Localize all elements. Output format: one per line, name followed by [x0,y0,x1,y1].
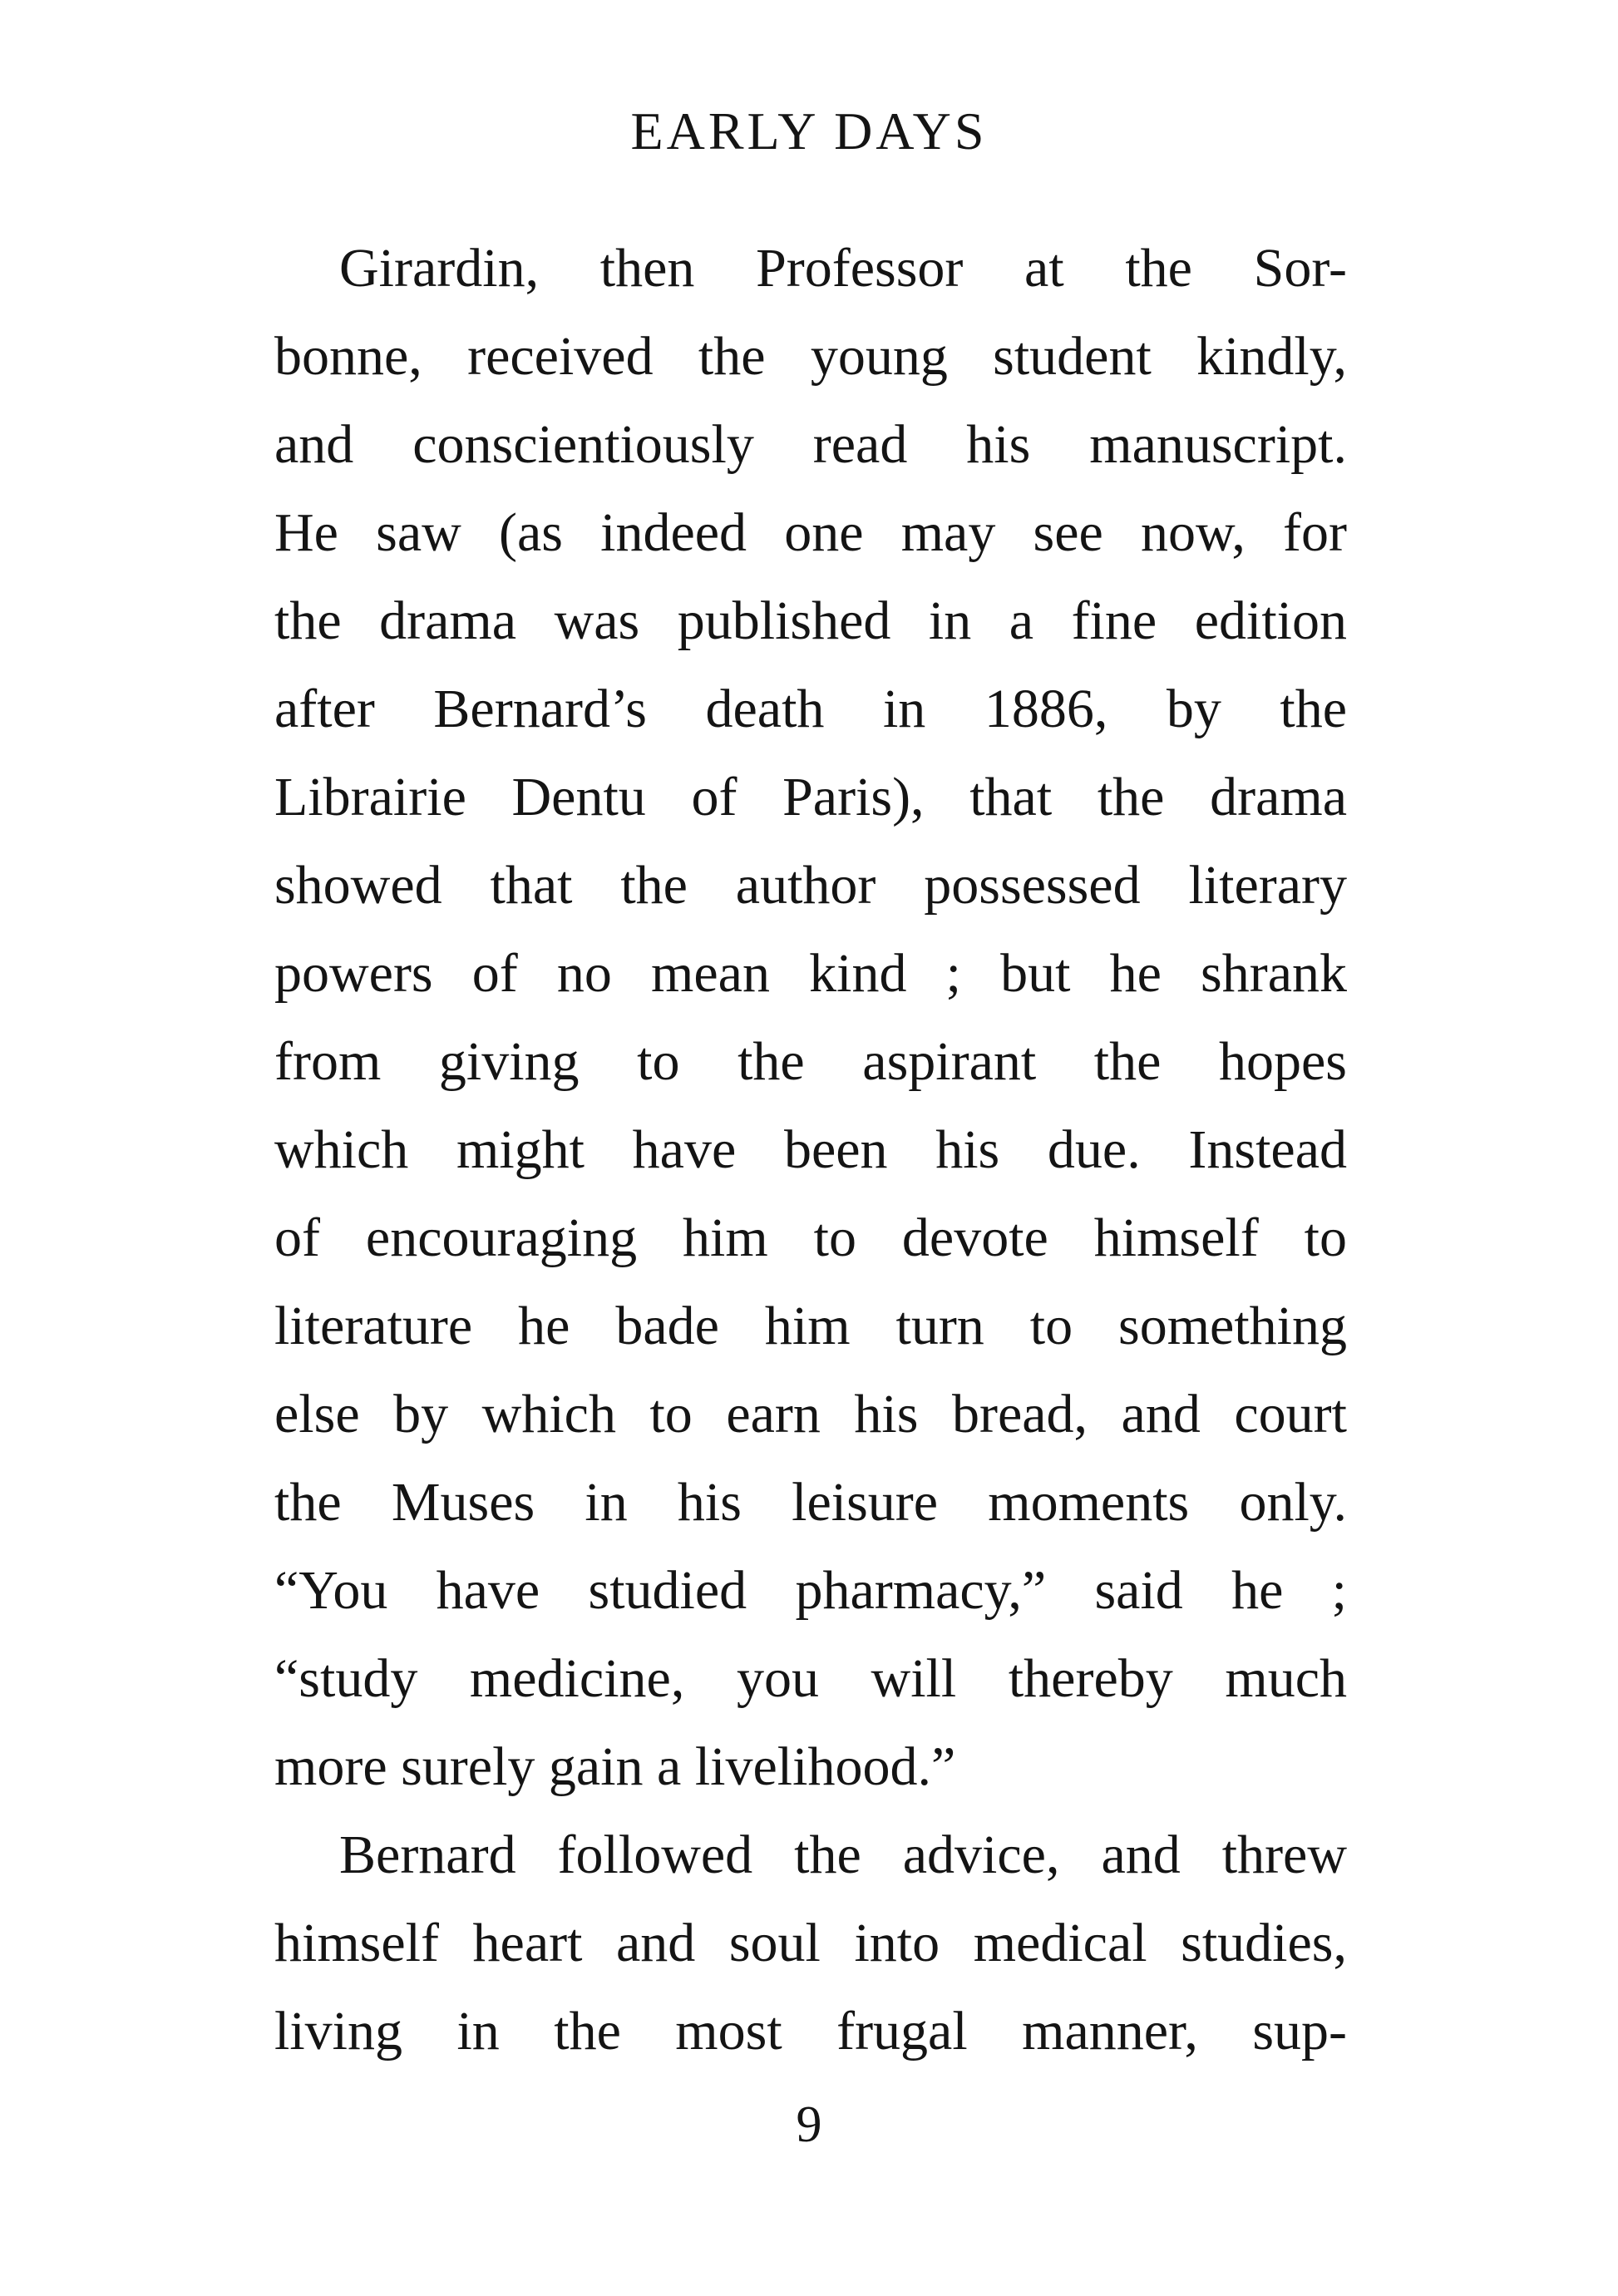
text-line: from giving to the aspirant the hopes [274,1031,1347,1092]
text-line: and conscientiously read his manuscript. [274,414,1347,475]
text-line: bonne, received the young student kindly, [274,326,1347,387]
text-line: powers of no mean kind ; but he shrank [274,943,1347,1004]
text-line: Girardin, then Professor at the Sor- [339,238,1347,299]
text-line: of encouraging him to devote himself to [274,1207,1347,1268]
text-line: literature he bade him turn to something [274,1296,1347,1356]
page-number: 9 [796,2096,822,2153]
text-line: Librairie Dentu of Paris), that the drama [274,767,1347,827]
text-line: else by which to earn his bread, and court [274,1384,1347,1444]
body-text [274,225,1347,2076]
text-line: “study medicine, you will thereby much [274,1648,1347,1709]
text-line: the drama was published in a fine edition [274,590,1347,651]
text-line: Bernard followed the advice, and threw [339,1824,1347,1885]
text-line: “You have studied pharmacy,” said he ; [274,1560,1347,1621]
running-head: EARLY DAYS [630,101,988,160]
text-line: He saw (as indeed one may see now, for [274,502,1347,563]
text-line: after Bernard’s death in 1886, by the [274,679,1347,739]
text-line: living in the most frugal manner, sup- [274,2001,1347,2061]
text-line: showed that the author possessed literary [274,855,1347,916]
text-line: which might have been his due. Instead [274,1119,1347,1180]
text-line: more surely gain a livelihood.” [274,1736,956,1797]
text-line: himself heart and soul into medical studies, [274,1913,1347,1973]
text-line: the Muses in his leisure moments only. [274,1472,1347,1533]
